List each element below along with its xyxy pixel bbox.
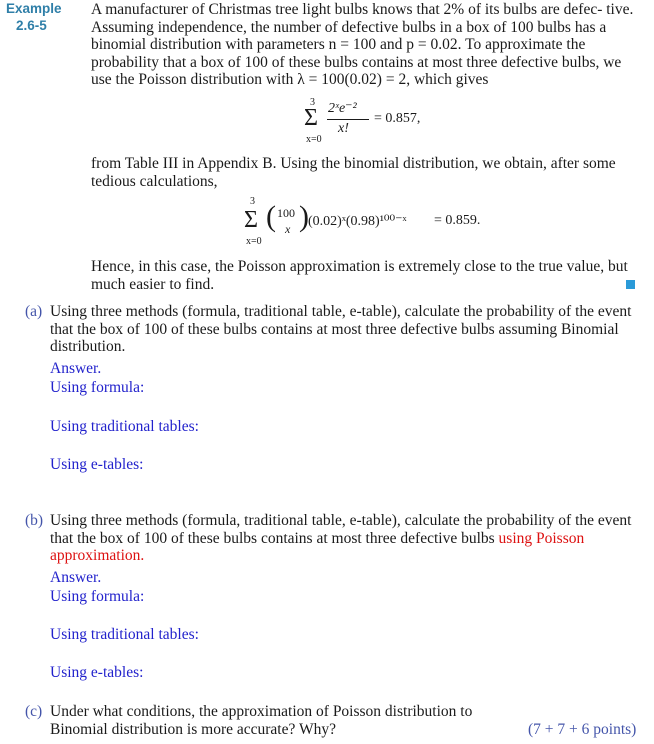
question-letter: (b) [25, 512, 44, 529]
poisson-formula [300, 97, 460, 147]
binom-body: (0.02)ˣ(0.98)¹⁰⁰⁻ˣ [308, 214, 407, 229]
fraction-denominator: x! [338, 121, 349, 136]
question-text [50, 512, 640, 565]
example-number: 2.6-5 [16, 18, 47, 33]
example-paragraph-3: Hence, in this case, the Poisson approximation is extremely close to the true value, but much easier to find. [91, 258, 628, 293]
sum-lower-limit: x=0 [306, 134, 322, 145]
formula-result: = 0.857, [374, 111, 421, 126]
sum-lower-limit: x=0 [246, 236, 262, 247]
traditional-label-b: Using traditional tables: [50, 626, 199, 643]
question-a [25, 303, 640, 356]
fraction-bar [327, 119, 369, 120]
question-letter: (a) [25, 303, 43, 320]
answer-label-b: Answer. [50, 569, 102, 586]
question-text: Under what conditions, the approximation of Poisson distribution to Binomial distribution is more accurate? Why? [50, 703, 473, 738]
sigma-symbol: Σ [244, 207, 258, 233]
binom-top: 100 [277, 206, 295, 220]
question-text: Using three methods (formula, traditional table, e-table), calculate the probability of the event that the box of 100 of these bulbs contains at most three defective bulbs assuming Binomial distribution. [50, 303, 632, 356]
formula-label-a: Using formula: [50, 379, 145, 396]
example-paragraph-2: from Table III in Appendix B. Using the binomial distribution, we obtain, after some tedious calculations, [91, 155, 616, 190]
fraction-numerator: 2ˣe⁻² [328, 101, 357, 116]
binomial-formula [240, 196, 500, 250]
end-of-example-square-icon [626, 280, 635, 289]
answer-label-a: Answer. [50, 360, 102, 377]
formula-label-b: Using formula: [50, 588, 145, 605]
etables-label-a: Using e-tables: [50, 456, 144, 473]
binom-bottom: x [285, 222, 291, 236]
etables-label-b: Using e-tables: [50, 664, 144, 681]
sigma-symbol: Σ [304, 105, 318, 131]
question-c [25, 703, 515, 738]
example-label-text: Example [6, 1, 62, 16]
question-b [25, 512, 640, 565]
example-paragraph-1: A manufacturer of Christmas tree light bulbs knows that 2% of its bulbs are defec- tive. Assuming independence, the number of defective bulbs in a box of 100 bulbs has a binomial distribution with parameters n = 100 and p = 0.02. To approximate the probability that a box of 100 of these bulbs contains at most three defective bulbs, we use the Poisson distribution with λ = 100(0.02) = 2, which gives [91, 1, 634, 89]
binom-paren-right: ) [299, 200, 309, 233]
formula-result: = 0.859. [434, 213, 481, 228]
sum-upper-limit: 3 [250, 196, 255, 207]
question-text-main: Using three methods (formula, traditional table, e-table), calculate the probability of the event that the box of 100 of these bulbs contains at most three defective bulbs [50, 512, 632, 547]
example-label [6, 0, 62, 34]
traditional-label-a: Using traditional tables: [50, 418, 199, 435]
points-label: (7 + 7 + 6 points) [528, 721, 637, 738]
sum-upper-limit: 3 [310, 97, 315, 108]
binom-paren-left: ( [266, 200, 276, 233]
question-letter: (c) [25, 703, 43, 720]
question-text-highlight: using Poisson approximation. [50, 529, 585, 565]
